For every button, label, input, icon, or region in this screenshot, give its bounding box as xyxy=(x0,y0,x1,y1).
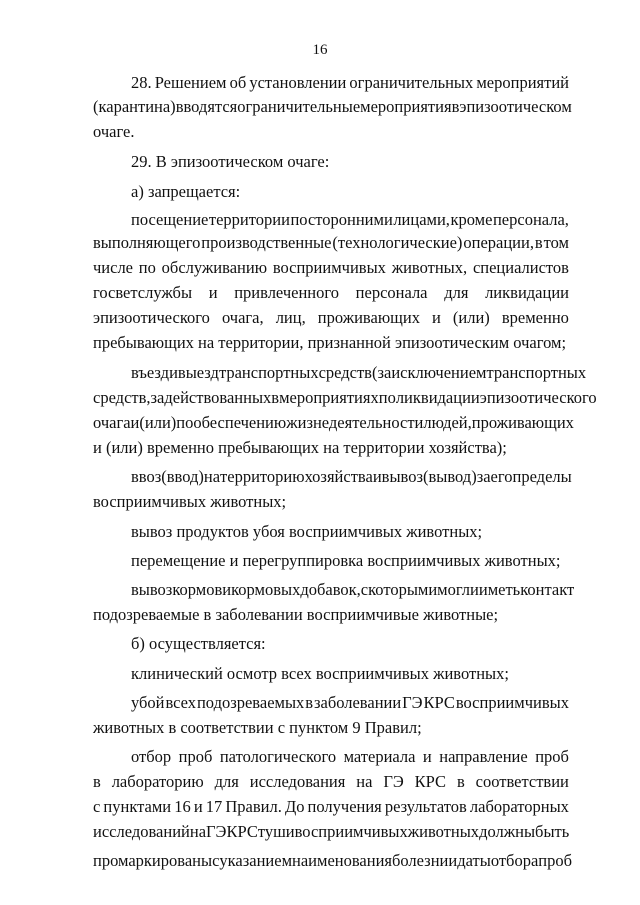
text-line: перемещение и перегруппировка восприимчивых животных; xyxy=(131,551,561,570)
text-line: средств, задействованных в мероприятиях по ликвидации эпизоотического xyxy=(93,388,597,407)
text-line: вывоз кормов и кормовых добавок, с которыми могли иметь контакт xyxy=(131,580,575,599)
text-line: (карантина) вводятся ограничительные мероприятия в эпизоотическом xyxy=(93,97,572,116)
text-line: клинический осмотр всех восприимчивых животных; xyxy=(131,664,509,683)
text-line: 28. Решением об установлении ограничительных мероприятий xyxy=(131,73,569,92)
text-line: в лабораторию для исследования на ГЭ КРС в соответствии xyxy=(93,772,569,791)
text-line: и (или) временно пребывающих на территории хозяйства); xyxy=(93,438,507,457)
text-line: убой всех подозреваемых в заболевании ГЭ КРС восприимчивых xyxy=(131,693,569,712)
text-line: очага и (или) по обеспечению жизнедеятельности людей, проживающих xyxy=(93,413,574,432)
text-line: а) запрещается: xyxy=(131,182,241,201)
page-number: 16 xyxy=(312,42,328,58)
text-line: пребывающих на территории, признанной эпизоотическим очагом; xyxy=(93,333,567,352)
text-line: госветслужбы и привлеченного персонала для ликвидации xyxy=(93,283,569,302)
text-line: исследований на ГЭ КРС туши восприимчивых животных должны быть xyxy=(93,822,570,841)
text-line: вывоз продуктов убоя восприимчивых животных; xyxy=(131,522,483,541)
text-line: числе по обслуживанию восприимчивых животных, специалистов xyxy=(93,258,569,277)
text-line: промаркированы с указанием наименования болезни и даты отбора проб xyxy=(93,851,573,870)
text-line: очаге. xyxy=(93,122,135,141)
text-line: 29. В эпизоотическом очаге: xyxy=(131,152,330,171)
text-line: б) осуществляется: xyxy=(131,634,266,653)
text-line: отбор проб патологического материала и направление проб xyxy=(131,747,569,766)
text-line: ввоз (ввод) на территорию хозяйства и вывоз (вывод) за его пределы xyxy=(131,467,572,486)
text-line: выполняющего производственные (технологические) операции, в том xyxy=(93,233,569,252)
text-line: с пунктами 16 и 17 Правил. До получения результатов лабораторных xyxy=(93,797,569,816)
text-line: подозреваемые в заболевании восприимчивые животные; xyxy=(93,605,499,624)
text-line: эпизоотического очага, лиц, проживающих и (или) временно xyxy=(93,308,569,327)
text-line: въезд и выезд транспортных средств (за исключением транспортных xyxy=(131,363,587,382)
text-line: восприимчивых животных; xyxy=(93,492,287,511)
text-line: посещение территории посторонними лицами, кроме персонала, xyxy=(131,210,569,229)
text-line: животных в соответствии с пунктом 9 Правил; xyxy=(93,718,422,737)
